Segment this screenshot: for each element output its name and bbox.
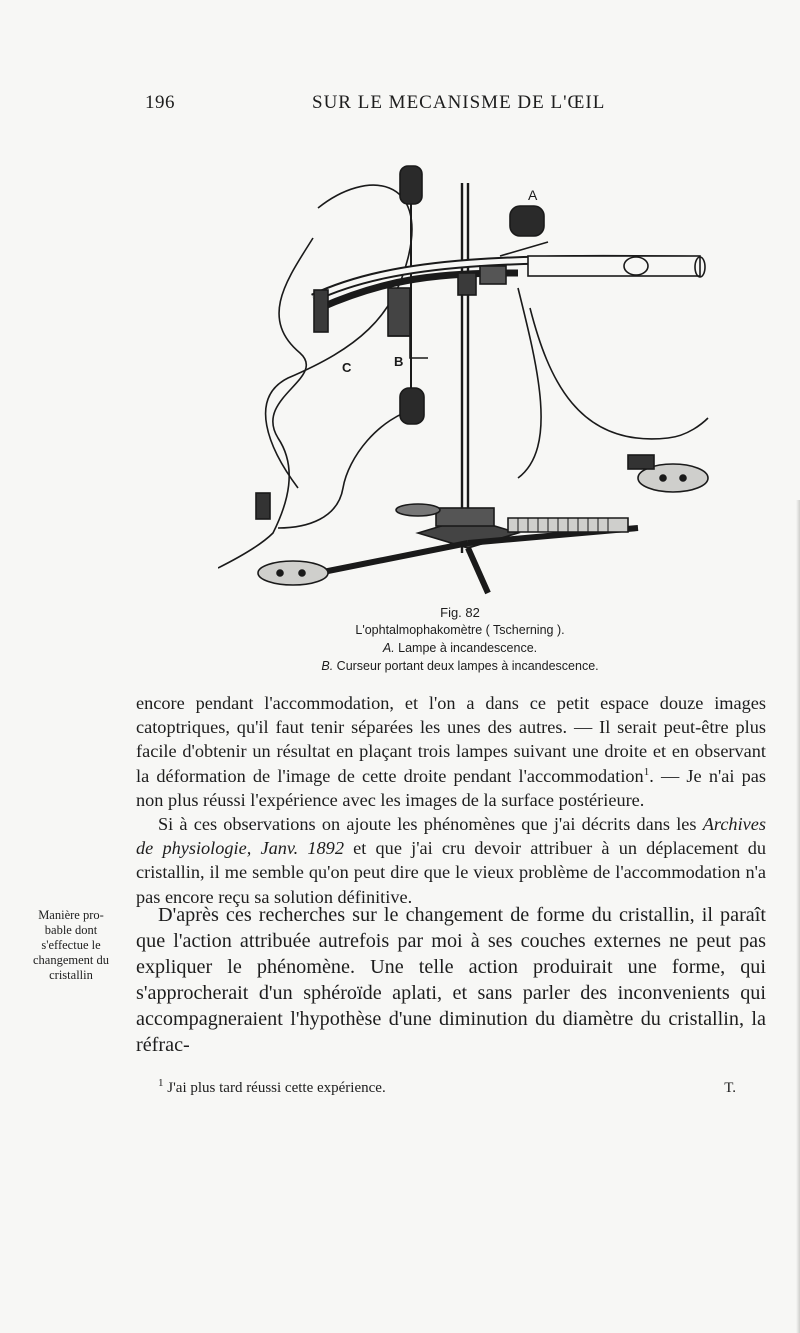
- page-edge-shadow: [796, 500, 800, 1333]
- paragraph-1-text-b: . — Je n'ai pas non plus réussi l'expérience avec les images de la surface postérieure.: [136, 765, 767, 810]
- ophthalmophakometer-illustration: [218, 148, 718, 603]
- margin-note-line-5: cristallin: [49, 968, 93, 982]
- paragraph-2-text: D'après ces recherches sur le changement de forme du cristallin, il paraît que l'action attribuée autrefois par moi à ses couches externes ne peut pas expliquer le phénomène. Une telle action produirait une forme, qui s'approcherait d'un sphéroïde aplati, et sans parler des inconvenients qui accompagneraient l'hypothèse d'une diminution du diamètre du cristallin, la réfrac-: [136, 904, 766, 1056]
- journal-citation: Archives de physiologie, Janv. 1892: [136, 814, 766, 859]
- figure-caption-title: L'ophtalmophakomètre ( Tscherning ).: [355, 623, 565, 637]
- caption-a-label: A.: [382, 641, 395, 655]
- paragraph-1-text-a: encore pendant l'accommodation, et l'on a dans ce petit espace douze images catoptriques, qu'il faut tenir séparées les unes des autres. — Il serait peut-être plus facile d'obtenir un résultat en plaçant trois lampes suivant une droite et en observant la déformation de l'image de cette droite pendant l'accommodation: [136, 693, 766, 786]
- margin-note-line-3: s'effectue le: [41, 938, 101, 952]
- margin-note-line-4: changement du: [32, 953, 109, 967]
- figure-ophthalmophakometer: [218, 148, 718, 603]
- figure-caption-a: [200, 640, 720, 657]
- caption-a-text: Lampe à incandescence.: [394, 641, 538, 655]
- margin-note-line-1: Manière pro-: [38, 908, 104, 922]
- footnote-signature: T.: [724, 1080, 736, 1096]
- margin-note: [16, 908, 126, 983]
- label-c: C: [342, 360, 352, 375]
- figure-number: Fig. 82: [440, 605, 480, 620]
- paragraph-1-text-c: Si à ces observations on ajoute les phénomènes que j'ai décrits dans les: [158, 814, 703, 835]
- margin-note-line-2: bable dont: [44, 923, 98, 937]
- page-header: [0, 92, 800, 122]
- label-a: A: [528, 187, 538, 203]
- caption-b-text: Curseur portant deux lampes à incandescence.: [333, 659, 599, 673]
- caption-b-label: B.: [321, 659, 334, 673]
- paragraph-1: [136, 691, 766, 909]
- label-b: B: [394, 354, 404, 369]
- figure-caption-b: [200, 658, 720, 675]
- footnote: [158, 1078, 766, 1098]
- footnote-mark: 1: [158, 1077, 164, 1089]
- paragraph-1-text-d: et que j'ai cru devoir attribuer à un déplacement du cristallin, il me semble qu'on peut dire que le vieux problème de l'accommodation n'a pas encore reçu sa solution définitive.: [136, 838, 767, 907]
- footnote-text: J'ai plus tard réussi cette expérience.: [163, 1080, 386, 1096]
- footnote-reference: 1: [643, 765, 650, 778]
- page-number: 196: [145, 92, 175, 113]
- paragraph-2: [136, 902, 766, 1058]
- running-title: SUR LE MECANISME DE L'ŒIL: [312, 92, 606, 113]
